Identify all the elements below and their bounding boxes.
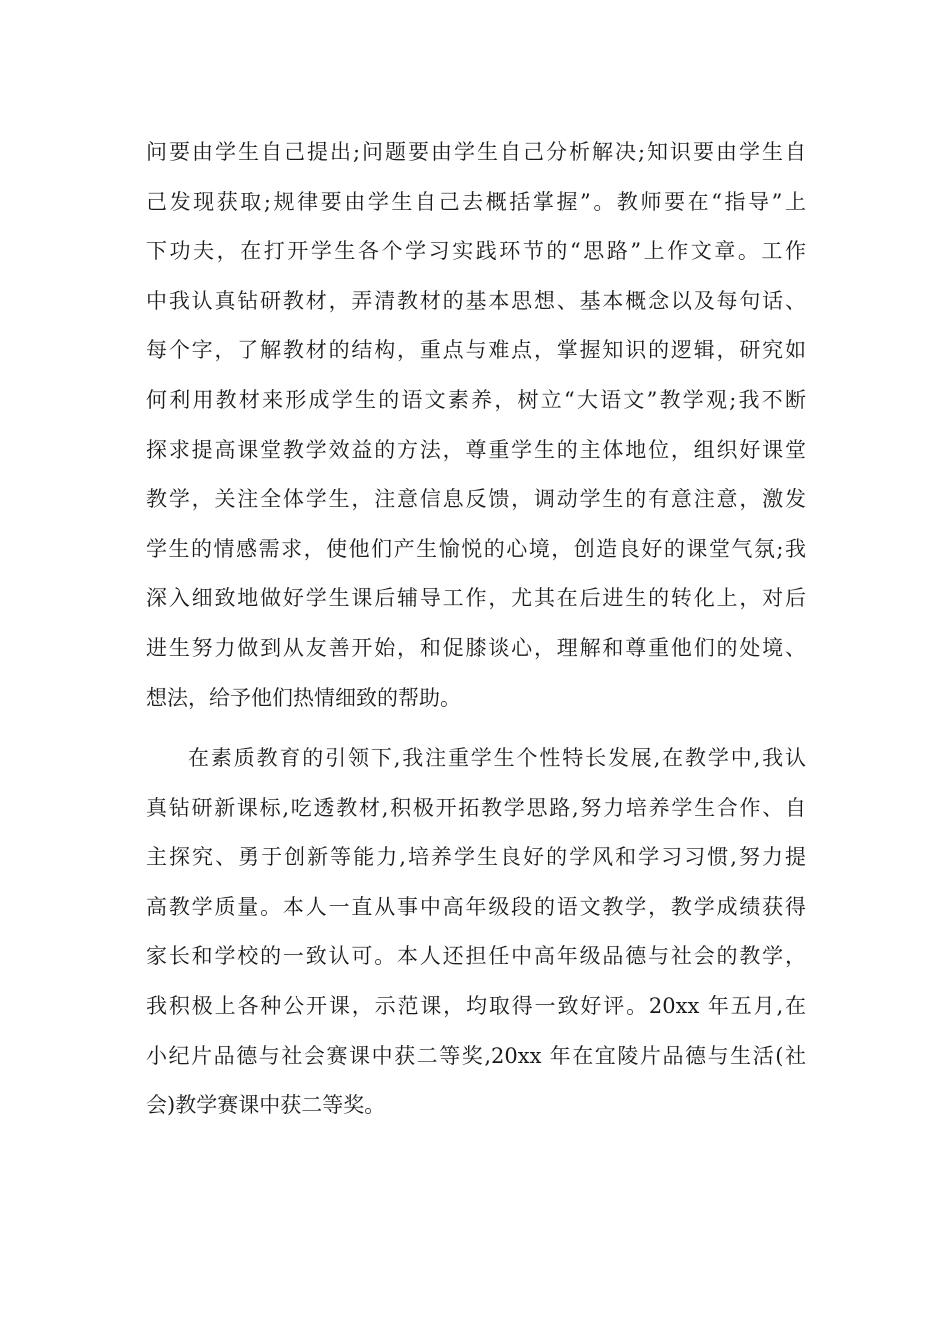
paragraph-line: 家长和学校的一致认可。本人还担任中高年级品德与社会的教学， [146, 944, 806, 969]
paragraph-1 [146, 128, 806, 723]
paragraph-line: 进生努力做到从友善开始，和促膝谈心，理解和尊重他们的处境、 [146, 635, 806, 660]
paragraph-line: 深入细致地做好学生课后辅导工作，尤其在后进生的转化上，对后 [146, 586, 806, 611]
paragraph-line: 中我认真钻研教材，弄清教材的基本思想、基本概念以及每句话、 [146, 288, 806, 313]
paragraph-line: 真钻研新课标,吃透教材,积极开拓教学思路,努力培养学生合作、自 [146, 795, 806, 820]
paragraph-line: 主探究、勇于创新等能力,培养学生良好的学风和学习习惯,努力提 [146, 845, 806, 870]
paragraph-line: 会)教学赛课中获二等奖。 [146, 1093, 386, 1118]
paragraph-line: 小纪片品德与社会赛课中获二等奖,20xx 年在宜陵片品德与生活(社 [146, 1043, 806, 1068]
paragraph-line: 每个字，了解教材的结构，重点与难点，掌握知识的逻辑，研究如 [146, 338, 806, 363]
paragraph-line: 何利用教材来形成学生的语文素养，树立“大语文”教学观;我不断 [146, 387, 806, 412]
paragraph-line: 高教学质量。本人一直从事中高年级段的语文教学，教学成绩获得 [146, 894, 806, 919]
paragraph-line: 学生的情感需求，使他们产生愉悦的心境，创造良好的课堂气氛;我 [146, 536, 806, 561]
paragraph-2 [146, 734, 806, 1131]
paragraph-line: 问要由学生自己提出;问题要由学生自己分析解决;知识要由学生自 [146, 140, 806, 164]
paragraph-line: 在素质教育的引领下,我注重学生个性特长发展,在教学中,我认 [188, 746, 806, 770]
paragraph-line: 下功夫，在打开学生各个学习实践环节的“思路”上作文章。工作 [146, 239, 806, 264]
paragraph-line: 教学，关注全体学生，注意信息反馈，调动学生的有意注意，激发 [146, 487, 806, 512]
paragraph-line: 想法，给予他们热情细致的帮助。 [146, 685, 461, 710]
paragraph-line: 探求提高课堂教学效益的方法，尊重学生的主体地位，组织好课堂 [146, 437, 806, 462]
paragraph-line: 我积极上各种公开课，示范课，均取得一致好评。20xx 年五月,在 [146, 993, 806, 1018]
paragraph-line: 己发现获取;规律要由学生自己去概括掌握”。教师要在“指导”上 [146, 189, 806, 214]
